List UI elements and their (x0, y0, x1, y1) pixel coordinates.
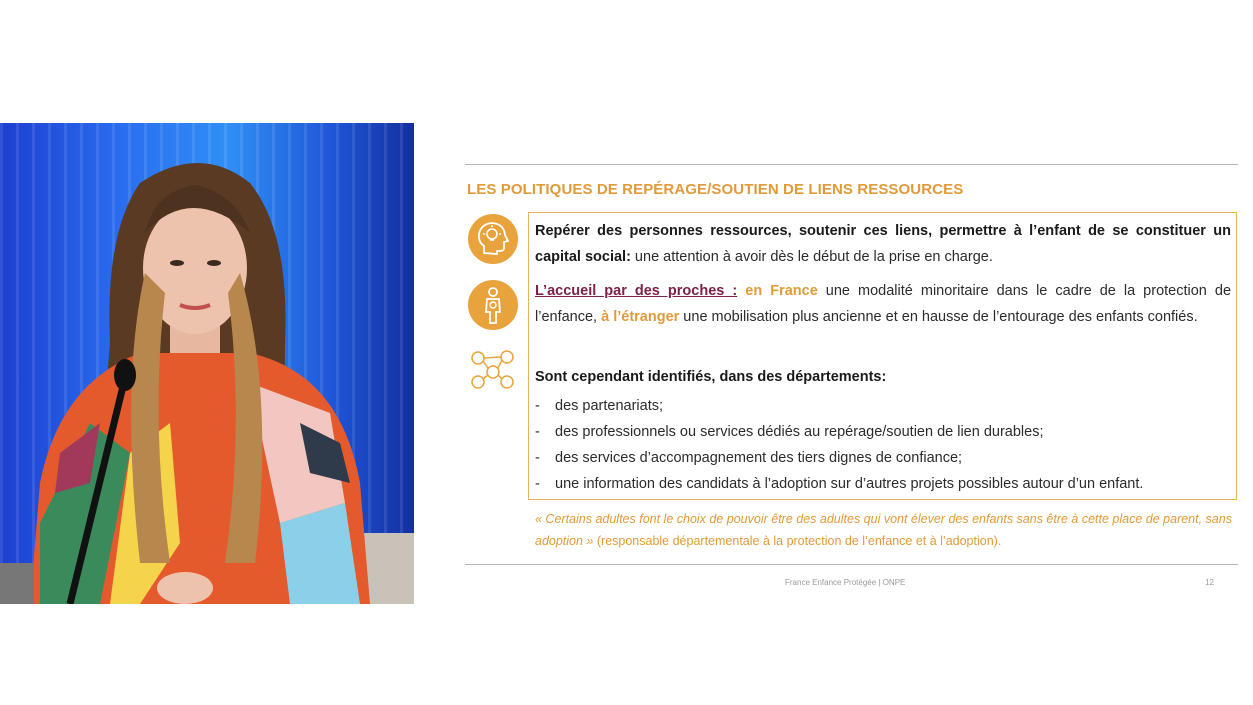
paragraph-1-bold: Repérer des personnes ressources, soutenir ces liens, permettre à l’enfant de se constituer un capital social: (535, 223, 1231, 265)
quote-text: « Certains adultes font le choix de pouvoir être des adultes qui vont élever des enfants sans être à cette place de parent, sans adoption » (535, 512, 1232, 548)
quote-source: (responsable départementale à la protection de l’enfance et à l’adoption). (593, 534, 1002, 548)
video-feed (0, 123, 414, 604)
paragraph-2-colon: : (724, 283, 738, 299)
paragraph-2-text2: une mobilisation plus ancienne et en hausse de l’entourage des enfants confiés. (679, 309, 1198, 325)
network-people-icon (469, 348, 517, 397)
head-lightbulb-icon (467, 213, 519, 270)
paragraph-accueil-proches (535, 278, 1231, 330)
paragraph-2-etranger: à l’étranger (601, 309, 680, 325)
slide-top-rule (465, 164, 1238, 165)
slide-bottom-rule (465, 564, 1238, 565)
bullet-list (535, 393, 1231, 497)
list-item: - des services d’accompagnement des tiers dignes de confiance; (535, 445, 1231, 471)
quote (535, 508, 1235, 552)
paragraph-1-rest: une attention à avoir dès le début de la prise en charge. (630, 249, 993, 265)
page-number: 12 (1205, 578, 1214, 587)
list-item: - des professionnels ou services dédiés au repérage/soutien de lien durables; (535, 419, 1231, 445)
paragraph-heading-departements (535, 364, 1231, 390)
paragraph-2-text1: une modalité minoritaire dans le cadre de la protection de l’enfance, (535, 283, 1232, 325)
list-item: - une information des candidats à l’adoption sur d’autres projets possibles autour d’un enfant. (535, 471, 1231, 497)
paragraph-2-title: L’accueil par des proches (535, 283, 725, 299)
paragraph-2-france: en France (745, 283, 818, 299)
list-item: - des partenariats; (535, 393, 1231, 419)
footer-organization: France Enfance Protégée | ONPE (785, 578, 906, 587)
paragraph-3-heading: Sont cependant identifiés, dans des départements: (535, 369, 887, 385)
paragraph-capital-social (535, 218, 1231, 270)
speaker-illustration (0, 123, 414, 604)
person-child-icon (467, 279, 519, 336)
slide-title: LES POLITIQUES DE REPÉRAGE/SOUTIEN DE LIENS RESSOURCES (467, 181, 964, 198)
